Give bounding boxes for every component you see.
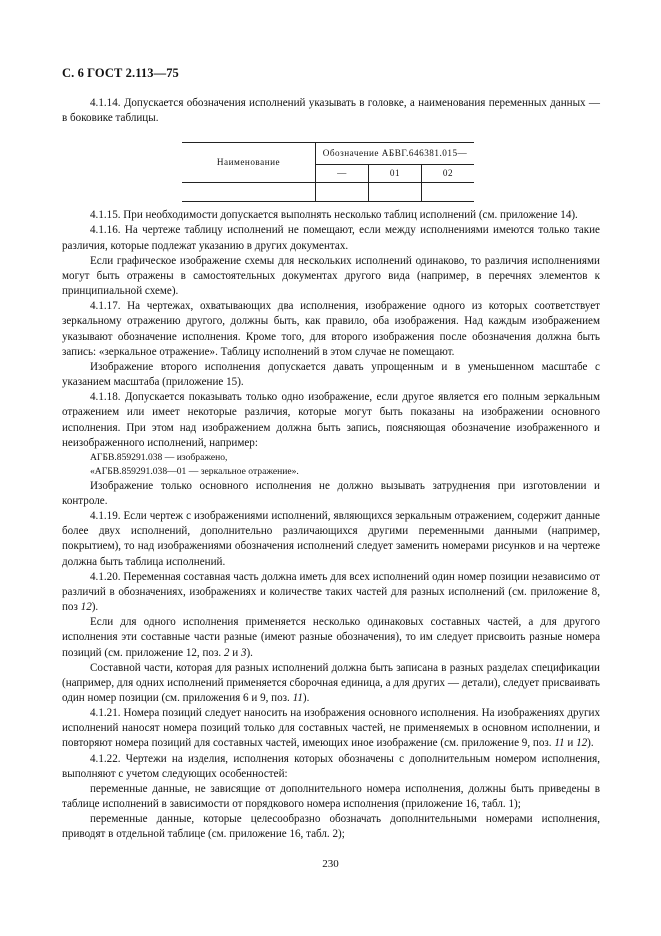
paragraph-4-1-15: 4.1.15. При необходимости допускается выполнять несколько таблиц исполнений (см. приложение 14). <box>90 209 578 222</box>
paragraph-text: переменные данные, не зависящие от дополнительного номера исполнения, должны быть приведены в таблице исполнений в зависимости от порядкового номера исполнения (приложение 16, табл. 1); <box>62 782 600 811</box>
table-cell-empty <box>316 183 369 202</box>
paragraph-4-1-17: 4.1.17. На чертежах, охватывающих два исполнения, изображение одного из которых соответствует зеркальному отражению другого, должны быть, как правило, оба изображения. Над каждым изображением указывают обозначение исполнения. Кроме того, для второго изображения после обозначения должна быть запись: «зеркальное отражение». Таблицу исполнений в этом случае не помещают. <box>62 300 600 358</box>
paragraph-text: переменные данные, которые целесообразно обозначать дополнительными номерами исполнения, приводят в отдельной таблице (см. приложение 16, табл. 2); <box>62 813 600 841</box>
paragraph-4-1-16: 4.1.16. На чертеже таблицу исполнений не помещают, если между исполнениями имеются только такие различия, которые подлежат указанию в других документах. <box>62 224 600 252</box>
paragraph-text: Изображение только основного исполнения не должно вызывать затруднения при изготовлении и контроле. <box>62 479 600 507</box>
table-header-designation: Обозначение АБВГ.646381.015— <box>316 143 475 165</box>
executions-table-example <box>182 142 474 202</box>
table-column-01: 01 <box>369 165 422 183</box>
paragraph-text: Изображение второго исполнения допускается давать упрощенным и в уменьшенном масштабе с указанием масштаба (приложение 15). <box>62 360 600 389</box>
paragraph-text: Если для одного исполнения применяется несколько одинаковых составных частей, а для другого исполнения эти составные части разные (имеют разные обозначения), то им следует присвоить разные номера позиций (см. приложение 12, поз. 2 и 3). <box>62 616 600 659</box>
table-cell-empty <box>422 183 475 202</box>
example-line: «АГБВ.859291.038—01 — зеркальное отражение». <box>90 465 299 477</box>
paragraph-text: Если графическое изображение схемы для нескольких исполнений одинаково, то различия исполнениями могут быть отражены в самостоятельных документах другого вида (например, в перечнях элементов к принципиальной схеме). <box>62 254 600 298</box>
paragraph-4-1-22: 4.1.22. Чертежи на изделия, исполнения которых обозначены с дополнительным номером исполнения, выполняют с учетом следующих особенностей: <box>62 752 600 780</box>
page-header: С. 6 ГОСТ 2.113—75 <box>62 66 179 80</box>
document-body <box>62 96 600 843</box>
paragraph-4-1-21: 4.1.21. Номера позиций следует наносить на изображения основного исполнения. На изображениях других исполнений наносят номера позиций только для составных частей, не применяемых в основном исполнении, и повторяют номера позиций для составных частей, имеющих иное изображение (см. приложение 9, поз. 11 и 12). <box>62 707 600 750</box>
paragraph-4-1-19: 4.1.19. Если чертеж с изображениями исполнений, являющихся зеркальным отражением, содержит данные более двух исполнений, дополнительно различающихся другими переменными данными (например, покрытием), то над изображениями обозначения исполнений следует заменить номерами рисунков и на чертеже должна быть таблица исполнений. <box>62 510 600 568</box>
paragraph-4-1-14: 4.1.14. Допускается обозначения исполнений указывать в головке, а наименования переменных данных — в боковике таблицы. <box>62 97 600 125</box>
paragraph-4-1-18: 4.1.18. Допускается показывать только одно изображение, если другое является его полным зеркальным отражением или имеет некоторые различия, которые могут быть показаны на изображении основного исполнения. При этом над изображением должна быть запись, поясняющая обозначение изображенного и неизображенного исполнений, например: <box>62 391 600 449</box>
page-number: 230 <box>322 858 339 870</box>
table-column-dash: — <box>316 165 369 183</box>
table-column-02: 02 <box>422 165 475 183</box>
example-line: АГБВ.859291.038 — изображено, <box>90 451 228 463</box>
table-cell-empty <box>182 183 316 202</box>
table-cell-empty <box>369 183 422 202</box>
paragraph-text: Составной части, которая для разных исполнений должна быть записана в разных разделах спецификации (например, для одних исполнений применяется сборочная единица, а для других — детали), следует присваивать один номер позиции (см. приложения 6 и 9, поз. 11). <box>62 661 600 704</box>
paragraph-4-1-20: 4.1.20. Переменная составная часть должна иметь для всех исполнений один номер позиции независимо от различий в обозначениях, изображениях и количестве таких частей для разных исполнений (см. приложение 8, поз 12). <box>62 570 600 614</box>
table-header-name: Наименование <box>182 143 316 183</box>
